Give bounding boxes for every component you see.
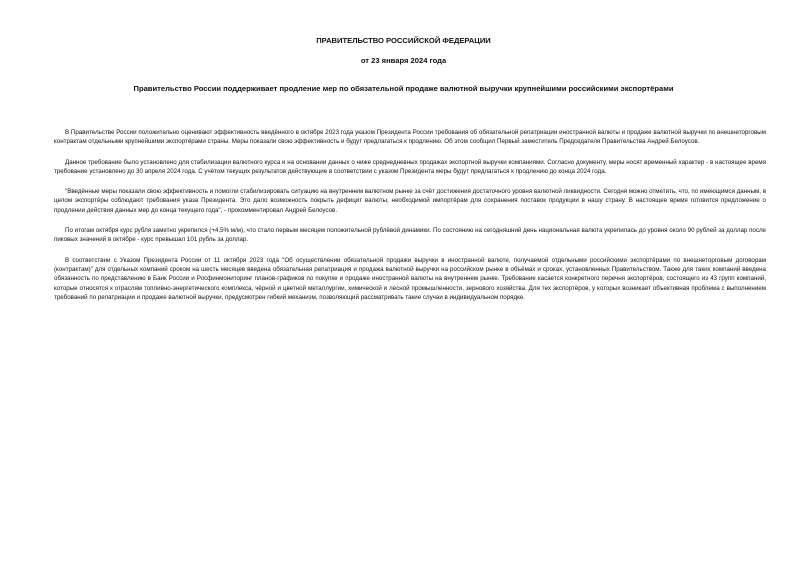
paragraph: "Введённые меры показали свою эффективность и помогли стабилизировать ситуацию на внутреннем валютном рынке за счёт достижения достаточного уровня валютной ликвидности. Сегодня можно отметить, что, по имеющимся данным, в целом экспортёры соблюдают требования указа Президента. Это дало возможность покрыть дефицит валюты, необходимой импортёрам для сохранения поставок продукции в нашу страну. В настоящее время готовится предложение о продлении действия данных мер до конца текущего года", - прокомментировал Андрей Белоусов. <box>54 188 767 214</box>
paragraph: В Правительстве России положительно оценивают эффективность введённого в октябре 2023 года указом Президента России требования об обязательной репатриации иностранной валюты и продаже валютной выручки по внешнеторговым контрактам отдельными крупнейшими экспортёрами страны. Меры показали свою эффективность и будут предлагаться к продлению. Об этом сообщил Первый заместитель Председателя Правительства Андрей Белоусов. <box>54 129 766 146</box>
document-title: Правительство России поддерживает продление мер по обязательной продаже валютной выручки крупнейшими российскими экспортёрами <box>133 84 674 93</box>
document-body <box>54 128 766 313</box>
paragraph: Данное требование было установлено для стабилизации валютного курса и на основании данных о ниже среднедневных продажах экспортной выручки компаниями. Согласно документу, меры носят временный характер - в настоящее время требование установлено до 30 апреля 2024 года. С учётом текущих результатов действующие в соответствии с указом Президента меры будут предлагаться к продлению до конца 2024 года. <box>54 158 766 175</box>
organization-header: ПРАВИТЕЛЬСТВО РОССИЙСКОЙ ФЕДЕРАЦИИ <box>316 36 491 45</box>
document-date: от 23 января 2024 года <box>360 56 447 65</box>
paragraph: В соответствии с Указом Президента России от 11 октября 2023 года "Об осуществлении обязательной продажи выручки в иностранной валюте, получаемой отдельными российскими экспортёрами по внешнеторговым договорам (контрактам)" для отдельных компаний сроком на шесть месяцев введена обязательная репатриация и продажа валютной выручки на российском рынке в объёмах и сроках, установленных Правительством. Также для таких компаний введена обязанность по представлению в Банк России и Росфинмониторинг планов-графиков по покупке и продаже иностранной валюты на внутреннем рынке. Требование касается конкретного перечня экспортёров, состоящего из 43 групп компаний, которые относятся к отраслям топливно-энергетического комплекса, чёрной и цветной металлургии, химической и лесной промышленности, зернового хозяйства. Для тех экспортёров, у которых возникает объективная проблема с выполнением требований по репатриации и продаже валютной выручки, предусмотрен гибкий механизм, позволяющий рассматривать такие случаи в индивидуальном порядке. <box>54 256 766 301</box>
paragraph: По итогам октября курс рубля заметно укрепился (+4,5% м/м), что стало первым месяцем положительной рублёвой динамики. По состоянию на сегодняшний день национальная валюта укрепилась до уровня около 90 рублей за доллар после пиковых значений в октябре - курс превышал 101 рубль за доллар. <box>54 227 766 244</box>
